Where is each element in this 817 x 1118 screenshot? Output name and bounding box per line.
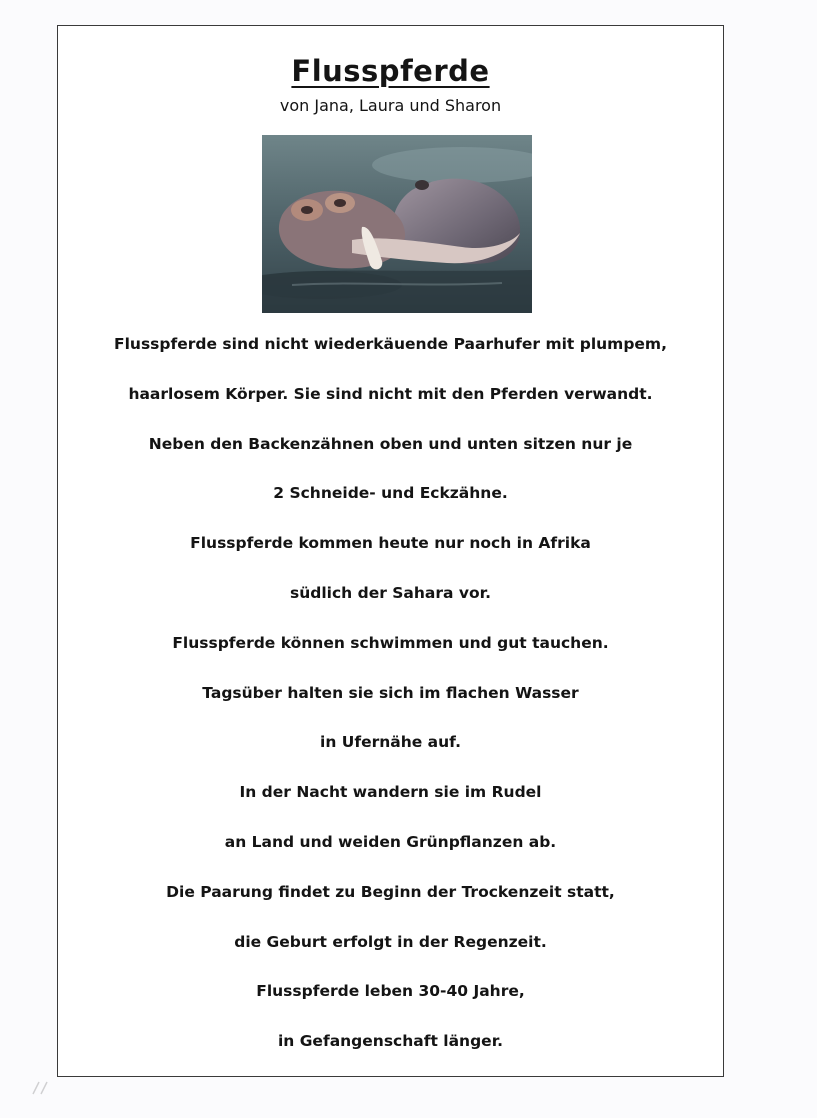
text-line: südlich der Sahara vor. — [290, 583, 491, 602]
text-line: in Gefangenschaft länger. — [277, 1032, 504, 1051]
document-body — [58, 334, 723, 1081]
text-line: Flusspferde kommen heute nur noch in Afrika — [190, 534, 591, 553]
text-line: Neben den Backenzähnen oben und unten sitzen nur je — [148, 434, 633, 453]
pencil-mark-icon — [30, 1076, 52, 1098]
document-title-text: Flusspferde — [291, 54, 490, 88]
text-line: 2 Schneide- und Eckzähne. — [273, 484, 508, 503]
text-line: in Ufernähe auf. — [320, 733, 461, 752]
hippo-photo — [262, 135, 532, 313]
document-authors: von Jana, Laura und Sharon — [279, 96, 502, 115]
text-line: haarlosem Körper. Sie sind nicht mit den Pferden verwandt. — [128, 384, 653, 403]
text-line: In der Nacht wandern sie im Rudel — [239, 783, 542, 802]
text-line: Tagsüber halten sie sich im flachen Wasser — [202, 683, 579, 702]
text-line: Flusspferde sind nicht wiederkäuende Paarhufer mit plumpem, — [114, 335, 667, 353]
text-line: Flusspferde leben 30-40 Jahre, — [256, 982, 525, 1001]
text-line: an Land und weiden Grünpflanzen ab. — [224, 832, 557, 851]
hippo-illustration — [262, 135, 532, 313]
text-line: Die Paarung findet zu Beginn der Trockenzeit statt, — [166, 882, 615, 901]
text-line: die Geburt erfolgt in der Regenzeit. — [234, 932, 547, 951]
text-line: Flusspferde können schwimmen und gut tauchen. — [172, 633, 609, 652]
document-title — [58, 54, 723, 88]
document-page — [57, 25, 724, 1077]
